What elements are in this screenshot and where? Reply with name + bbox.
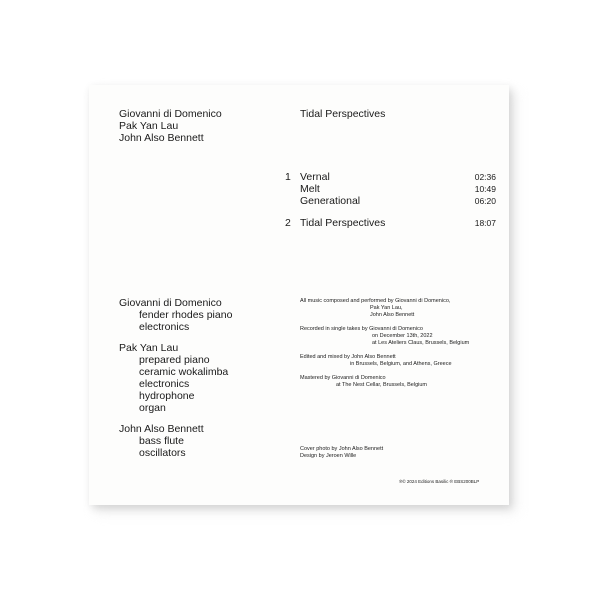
album-title: Tidal Perspectives [300, 108, 386, 120]
instrument: hydrophone [139, 390, 195, 402]
note-line: in Brussels, Belgium, and Athens, Greece [350, 361, 452, 367]
record-sleeve-back [89, 85, 509, 505]
track-row [285, 217, 496, 229]
note-line: at The Nest Cellar, Brussels, Belgium [336, 382, 427, 388]
note-line: at Les Ateliers Claus, Brussels, Belgium [372, 340, 470, 346]
instrument: electronics [139, 378, 190, 390]
note-line: on December 13th, 2022 [372, 333, 433, 339]
track-row [285, 183, 496, 195]
track-title: Melt [300, 183, 320, 195]
instrument: bass flute [139, 435, 184, 447]
instrument: electronics [139, 321, 190, 333]
note-line: Design by Jeroen Wille [300, 453, 357, 459]
track-duration: 02:36 [474, 172, 496, 182]
credit-name: Pak Yan Lau [119, 342, 179, 354]
design-credit [300, 446, 383, 460]
side-number: 1 [285, 171, 291, 183]
track-title: Tidal Perspectives [300, 217, 386, 229]
copyright-line: ℗© 2024 Editions Basilic ℗ EBS200BLP [399, 479, 480, 484]
instrument: oscillators [139, 447, 186, 459]
credit-group [119, 342, 232, 414]
instrument: ceramic wokalimba [139, 366, 229, 378]
track-duration: 10:49 [474, 184, 496, 194]
track-row [285, 195, 496, 207]
artist-name: John Also Bennett [119, 132, 204, 144]
artist-name: Giovanni di Domenico [119, 108, 222, 120]
note-line: Cover photo by John Also Bennett [300, 446, 384, 452]
track-title: Generational [300, 195, 361, 207]
mastered-note [300, 375, 469, 389]
instrument: prepared piano [139, 354, 210, 366]
track-row [285, 171, 496, 183]
note-line: Pak Yan Lau, [370, 305, 403, 311]
credit-group [119, 423, 232, 459]
track-title: Vernal [300, 171, 330, 183]
recorded-note [300, 326, 469, 347]
instrument: organ [139, 402, 166, 414]
tracklist [285, 171, 496, 229]
instrument: fender rhodes piano [139, 309, 233, 321]
side-number: 2 [285, 217, 291, 229]
note-line: John Also Bennett [370, 312, 415, 318]
credit-group [119, 297, 232, 333]
note-line: All music composed and performed by Giovanni di Domenico, [300, 298, 451, 304]
note-line: Mastered by Giovanni di Domenico [300, 375, 386, 381]
personnel-credits [119, 297, 232, 468]
note-line: Recorded in single takes by Giovanni di Domenico [300, 326, 423, 332]
track-duration: 18:07 [474, 218, 496, 228]
credit-name: John Also Bennett [119, 423, 204, 435]
track-duration: 06:20 [474, 196, 496, 206]
artist-name: Pak Yan Lau [119, 120, 179, 132]
credit-name: Giovanni di Domenico [119, 297, 222, 309]
artists-list [119, 108, 222, 144]
composed-note [300, 298, 469, 319]
edited-note [300, 354, 469, 368]
note-line: Edited and mixed by John Also Bennett [300, 354, 396, 360]
liner-notes [300, 298, 469, 396]
